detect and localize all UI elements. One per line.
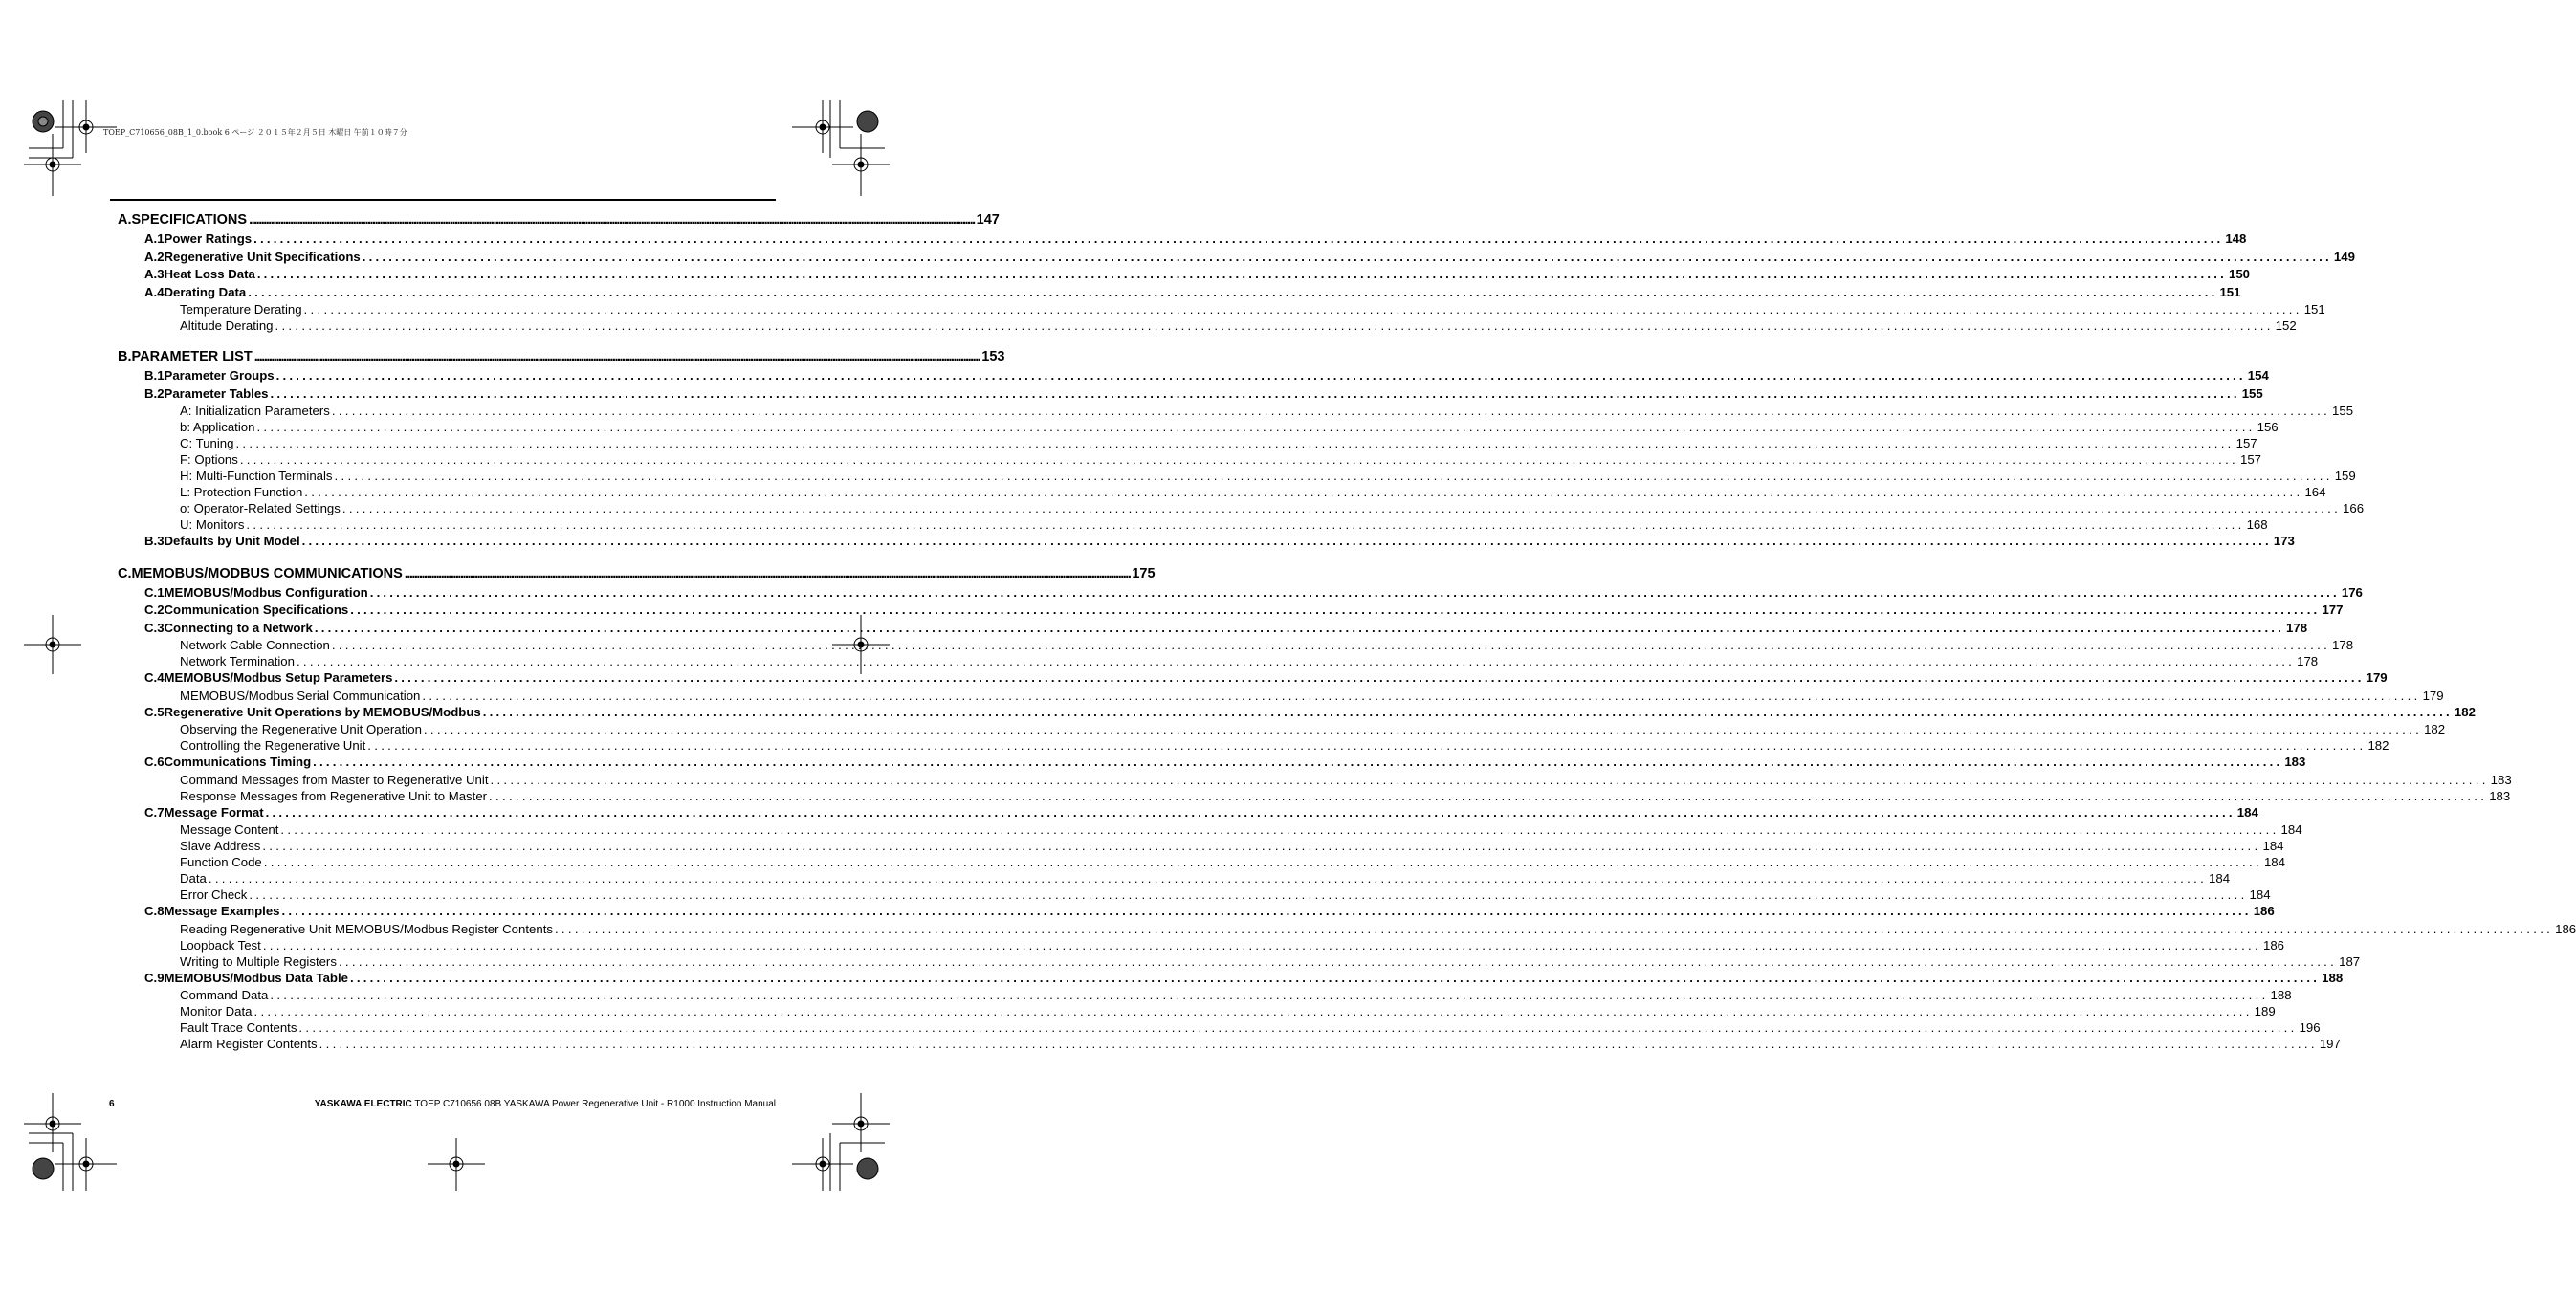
toc-section-entry-number: A.2	[144, 249, 165, 264]
toc-appendix-entry-title: SPECIFICATIONS	[131, 212, 248, 228]
toc-subsection-entry-page: 156	[2257, 420, 2279, 434]
toc-section-entry-page: 178	[2286, 620, 2308, 635]
toc-appendix-entry-number: A.	[118, 212, 132, 228]
toc-section-entry-number: B.2	[144, 385, 165, 401]
toc-subsection-entry-leader-dots: ............................................................................................................................................................................................................................................................................................................	[235, 436, 2235, 450]
toc-subsection-entry-leader-dots: ............................................................................................................................................................................................................................................................................................................	[338, 953, 2338, 969]
toc-subsection-entry-page: 155	[2332, 404, 2354, 418]
toc-subsection-entry-page: 188	[2270, 988, 2292, 1002]
toc-section-entry[interactable]	[144, 584, 2363, 602]
toc-subsection-entry[interactable]	[180, 772, 2512, 789]
toc-section-entry-number: C.2	[144, 602, 165, 617]
toc-section-entry-leader-dots: ............................................................................................................................................................................................................................................................................................................	[394, 670, 2365, 685]
toc-subsection-entry[interactable]	[180, 638, 2354, 654]
toc-section-entry-leader-dots: ............................................................................................................................................................................................................................................................................................................	[275, 368, 2246, 383]
toc-subsection-entry[interactable]	[180, 722, 2446, 738]
toc-subsection-entry-leader-dots: ............................................................................................................................................................................................................................................................................................................	[208, 871, 2208, 886]
toc-subsection-entry[interactable]	[180, 887, 2271, 904]
toc-subsection-entry-leader-dots: ............................................................................................................................................................................................................................................................................................................	[270, 988, 2269, 1002]
toc-appendix-entry-title: MEMOBUS/MODBUS COMMUNICATIONS	[131, 565, 403, 581]
toc-section-entry-leader-dots: ............................................................................................................................................................................................................................................................................................................	[281, 904, 2252, 918]
toc-subsection-entry-page: 168	[2246, 517, 2268, 532]
toc-subsection-entry-page: 178	[2297, 654, 2319, 668]
toc-subsection-entry-leader-dots: ............................................................................................................................................................................................................................................................................................................	[304, 485, 2303, 499]
toc-section-entry-page: 150	[2229, 267, 2251, 281]
toc-subsection-entry-leader-dots: ............................................................................................................................................................................................................................................................................................................	[367, 738, 2367, 753]
toc-subsection-entry[interactable]	[180, 420, 2279, 436]
toc-subsection-entry-page: 157	[2240, 452, 2262, 467]
toc-appendix-entry[interactable]	[118, 565, 1156, 585]
toc-subsection-entry-leader-dots: ............................................................................................................................................................................................................................................................................................................	[331, 638, 2331, 652]
toc-section-entry-leader-dots: ............................................................................................................................................................................................................................................................................................................	[349, 970, 2321, 985]
toc-subsection-entry-page: 178	[2332, 638, 2354, 652]
toc-subsection-entry[interactable]	[180, 517, 2268, 534]
toc-subsection-entry[interactable]	[180, 937, 2284, 954]
toc-subsection-entry-page: 183	[2489, 788, 2511, 803]
toc-section-entry[interactable]	[144, 620, 2308, 638]
toc-appendix-entry-leader-dots: ............................................................................................................................................................................................................................................................................................................	[404, 565, 1131, 581]
toc-subsection-entry-leader-dots: ............................................................................................................................................................................................................................................................................................................	[341, 501, 2342, 515]
toc-section-entry-title: Heat Loss Data	[164, 267, 255, 281]
toc-subsection-entry-leader-dots: ............................................................................................................................................................................................................................................................................................................	[239, 452, 2239, 467]
toc-subsection-entry[interactable]	[180, 688, 2444, 705]
toc-section-entry-number: C.4	[144, 670, 165, 685]
toc-subsection-entry-page: 184	[2262, 839, 2284, 853]
toc-subsection-entry-page: 184	[2249, 887, 2271, 902]
toc-subsection-entry-title: A: Initialization Parameters	[180, 404, 330, 418]
toc-section-entry-number: A.1	[144, 231, 165, 246]
toc-subsection-entry[interactable]	[180, 871, 2231, 887]
toc-section-entry-number: A.4	[144, 284, 165, 299]
toc-section-entry-leader-dots: ............................................................................................................................................................................................................................................................................................................	[362, 249, 2332, 264]
toc-subsection-entry-page: 157	[2235, 436, 2257, 450]
toc-section-entry[interactable]	[144, 267, 2251, 284]
toc-subsection-entry-page: 152	[2275, 318, 2297, 333]
toc-section-entry-page: 188	[2322, 970, 2344, 985]
toc-section-entry-leader-dots: ............................................................................................................................................................................................................................................................................................................	[350, 602, 2321, 617]
toc-subsection-entry-title: Message Content	[180, 822, 279, 837]
toc-section-entry-title: Parameter Tables	[164, 385, 269, 401]
toc-subsection-entry-title: Loopback Test	[180, 937, 261, 953]
toc-section-entry-number: C.9	[144, 970, 165, 985]
toc-subsection-entry[interactable]	[180, 1020, 2321, 1037]
toc-section-entry[interactable]	[144, 249, 2355, 267]
toc-subsection-entry-title: Data	[180, 871, 207, 886]
toc-section-entry-title: Parameter Groups	[164, 368, 275, 383]
toc-section-entry-leader-dots: ............................................................................................................................................................................................................................................................................................................	[253, 231, 2224, 246]
toc-subsection-entry[interactable]	[180, 1037, 2341, 1053]
toc-section-entry-page: 149	[2333, 249, 2355, 264]
toc-section-entry-page: 179	[2366, 670, 2388, 685]
toc-subsection-entry-page: 186	[2555, 921, 2576, 936]
toc-section-entry-title: Regenerative Unit Operations by MEMOBUS/Modbus	[164, 704, 481, 719]
toc-section-entry-leader-dots: ............................................................................................................................................................................................................................................................................................................	[369, 584, 2340, 600]
toc-subsection-entry-leader-dots: ............................................................................................................................................................................................................................................................................................................	[319, 1037, 2318, 1051]
toc-subsection-entry-title: Error Check	[180, 887, 248, 902]
toc-section-entry[interactable]	[144, 368, 2269, 385]
toc-subsection-entry-title: C: Tuning	[180, 436, 234, 450]
toc-section-entry-leader-dots: ............................................................................................................................................................................................................................................................................................................	[248, 284, 2218, 299]
toc-section-entry-title: Connecting to a Network	[164, 620, 313, 635]
toc-subsection-entry-title: Network Cable Connection	[180, 638, 330, 652]
toc-subsection-entry-title: Command Data	[180, 988, 269, 1002]
header-rule	[110, 199, 776, 201]
toc-subsection-entry-title: Network Termination	[180, 654, 295, 668]
toc-subsection-entry-page: 159	[2334, 469, 2356, 483]
footer-doc-text: TOEP C710656 08B YASKAWA Power Regenerative Unit - R1000 Instruction Manual	[411, 1099, 776, 1109]
toc-subsection-entry-title: Temperature Derating	[180, 302, 302, 317]
toc-subsection-entry-leader-dots: ............................................................................................................................................................................................................................................................................................................	[249, 887, 2248, 902]
toc-subsection-entry-title: Reading Regenerative Unit MEMOBUS/Modbus Register Contents	[180, 921, 553, 936]
toc-section-entry[interactable]	[144, 602, 2344, 620]
toc-subsection-entry-leader-dots: ............................................................................................................................................................................................................................................................................................................	[490, 772, 2489, 787]
toc-section-entry-number: C.7	[144, 804, 165, 820]
toc-section-entry-leader-dots: ............................................................................................................................................................................................................................................................................................................	[265, 804, 2235, 820]
toc-subsection-entry-title: Writing to Multiple Registers	[180, 953, 337, 969]
toc-subsection-entry-leader-dots: ............................................................................................................................................................................................................................................................................................................	[275, 318, 2274, 333]
toc-subsection-entry[interactable]	[180, 302, 2325, 318]
toc-subsection-entry-title: Response Messages from Regenerative Unit to Master	[180, 788, 488, 803]
toc-section-entry[interactable]	[144, 755, 2306, 772]
toc-subsection-entry-page: 184	[2280, 822, 2302, 837]
toc-subsection-entry-page: 184	[2263, 855, 2285, 869]
toc-section-entry-title: MEMOBUS/Modbus Data Table	[164, 970, 348, 985]
toc-subsection-entry-title: U: Monitors	[180, 517, 245, 532]
toc-subsection-entry-title: Alarm Register Contents	[180, 1037, 318, 1051]
toc-section-entry[interactable]	[144, 970, 2344, 988]
toc-appendix-entry-leader-dots: ............................................................................................................................................................................................................................................................................................................	[253, 349, 980, 364]
toc-section-entry-number: C.1	[144, 584, 165, 600]
toc-section-entry-leader-dots: ............................................................................................................................................................................................................................................................................................................	[314, 620, 2285, 635]
toc-section-entry-number: C.3	[144, 620, 165, 635]
toc-appendix-entry-page: 175	[1132, 565, 1156, 581]
toc-section-entry-page: 154	[2247, 368, 2269, 383]
book-file-info: TOEP_C710656_08B_1_0.book 6 ページ ２０１５年２月５日 木曜日 午前１０時７分	[103, 128, 407, 137]
toc-subsection-entry-page: 187	[2339, 953, 2361, 969]
toc-section-entry-page: 151	[2219, 284, 2241, 299]
toc-section-entry-page: 183	[2284, 755, 2306, 769]
footer-brand: YASKAWA ELECTRIC	[314, 1099, 412, 1109]
toc-subsection-entry[interactable]	[180, 469, 2356, 485]
toc-section-entry-title: Power Ratings	[164, 231, 253, 246]
toc-subsection-entry[interactable]	[180, 1004, 2276, 1020]
toc-section-entry[interactable]	[144, 804, 2258, 822]
toc-subsection-entry-title: F: Options	[180, 452, 238, 467]
toc-appendix-entry-page: 147	[976, 212, 1000, 228]
footer-manual-title	[315, 1099, 776, 1109]
toc-subsection-entry[interactable]	[180, 921, 2576, 938]
toc-subsection-entry-title: Function Code	[180, 855, 262, 869]
toc-subsection-entry-title: L: Protection Function	[180, 485, 303, 499]
toc-section-entry-leader-dots: ............................................................................................................................................................................................................................................................................................................	[256, 267, 2227, 281]
toc-section-entry-number: B.1	[144, 368, 165, 383]
toc-appendix-entry-number: C.	[118, 565, 132, 581]
toc-subsection-entry-title: Slave Address	[180, 839, 261, 853]
toc-subsection-entry[interactable]	[180, 501, 2365, 517]
toc-subsection-entry-page: 164	[2304, 485, 2326, 499]
toc-subsection-entry-title: Monitor Data	[180, 1004, 253, 1018]
toc-subsection-entry[interactable]	[180, 654, 2319, 670]
toc-section-entry-title: Message Examples	[164, 904, 280, 918]
toc-subsection-entry[interactable]	[180, 822, 2302, 839]
toc-section-entry-page: 184	[2236, 804, 2258, 820]
toc-appendix-entry-page: 153	[981, 349, 1005, 364]
toc-subsection-entry-page: 183	[2490, 772, 2512, 787]
toc-section-entry[interactable]	[144, 904, 2275, 921]
toc-section-entry-leader-dots: ............................................................................................................................................................................................................................................................................................................	[313, 755, 2283, 769]
toc-subsection-entry-leader-dots: ............................................................................................................................................................................................................................................................................................................	[263, 855, 2262, 869]
toc-subsection-entry-leader-dots: ............................................................................................................................................................................................................................................................................................................	[262, 839, 2261, 853]
toc-subsection-entry-page: 189	[2254, 1004, 2276, 1018]
toc-section-entry[interactable]	[144, 231, 2247, 249]
toc-subsection-entry-page: 151	[2303, 302, 2325, 317]
toc-section-entry-number: A.3	[144, 267, 165, 281]
toc-subsection-entry[interactable]	[180, 788, 2511, 805]
toc-subsection-entry[interactable]	[180, 738, 2389, 755]
toc-section-entry-title: Derating Data	[164, 284, 247, 299]
toc-subsection-entry[interactable]	[180, 953, 2361, 971]
toc-subsection-entry-page: 182	[2424, 722, 2446, 736]
toc-subsection-entry[interactable]	[180, 452, 2262, 469]
toc-subsection-entry[interactable]	[180, 485, 2326, 501]
toc-appendix-entry-leader-dots: ............................................................................................................................................................................................................................................................................................................	[249, 212, 975, 228]
toc-subsection-entry-page: 184	[2209, 871, 2231, 886]
toc-subsection-entry-page: 197	[2319, 1037, 2341, 1051]
toc-section-entry-title: Communications Timing	[164, 755, 312, 769]
toc-section-entry-page: 176	[2341, 584, 2363, 600]
toc-subsection-entry-title: MEMOBUS/Modbus Serial Communication	[180, 688, 421, 703]
toc-subsection-entry-page: 196	[2299, 1020, 2321, 1035]
toc-section-entry[interactable]	[144, 385, 2263, 404]
toc-subsection-entry[interactable]	[180, 988, 2292, 1004]
toc-subsection-entry[interactable]	[180, 404, 2354, 420]
toc-section-entry-title: MEMOBUS/Modbus Configuration	[164, 584, 368, 600]
toc-section-entry-title: MEMOBUS/Modbus Setup Parameters	[164, 670, 393, 685]
toc-subsection-entry-leader-dots: ............................................................................................................................................................................................................................................................................................................	[303, 302, 2302, 317]
toc-subsection-entry-page: 166	[2343, 501, 2365, 515]
toc-section-entry-title: Defaults by Unit Model	[164, 534, 300, 548]
toc-subsection-entry-leader-dots: ............................................................................................................................................................................................................................................................................................................	[334, 469, 2333, 483]
toc-subsection-entry-page: 179	[2422, 688, 2444, 703]
toc-subsection-entry-leader-dots: ............................................................................................................................................................................................................................................................................................................	[331, 404, 2331, 418]
toc-section-entry-page: 186	[2253, 904, 2275, 918]
toc-section-entry-leader-dots: ............................................................................................................................................................................................................................................................................................................	[270, 385, 2240, 401]
toc-appendix-entry[interactable]	[118, 349, 1005, 368]
toc-subsection-entry-title: Controlling the Regenerative Unit	[180, 738, 366, 753]
toc-section-entry-page: 177	[2322, 602, 2344, 617]
toc-section-entry-title: Message Format	[164, 804, 264, 820]
toc-subsection-entry[interactable]	[180, 436, 2257, 452]
toc-section-entry-title: Communication Specifications	[164, 602, 349, 617]
toc-section-entry-page: 182	[2454, 704, 2476, 719]
toc-section-entry-number: C.8	[144, 904, 165, 918]
toc-appendix-entry-title: PARAMETER LIST	[131, 349, 253, 364]
toc-subsection-entry-page: 182	[2367, 738, 2389, 753]
toc-section-entry[interactable]	[144, 534, 2295, 551]
toc-subsection-entry-title: Altitude Derating	[180, 318, 274, 333]
toc-subsection-entry-leader-dots: ............................................................................................................................................................................................................................................................................................................	[262, 937, 2261, 953]
toc-section-entry[interactable]	[144, 704, 2476, 722]
toc-section-entry-page: 155	[2241, 385, 2263, 401]
toc-subsection-entry[interactable]	[180, 839, 2284, 855]
toc-section-entry[interactable]	[144, 284, 2241, 302]
toc-section-entry[interactable]	[144, 670, 2388, 688]
toc-subsection-entry-title: H: Multi-Function Terminals	[180, 469, 333, 483]
toc-section-entry-number: C.5	[144, 704, 165, 719]
toc-appendix-entry-number: B.	[118, 349, 132, 364]
toc-subsection-entry-leader-dots: ............................................................................................................................................................................................................................................................................................................	[489, 788, 2488, 803]
toc-subsection-entry-title: b: Application	[180, 420, 255, 434]
toc-section-entry-page: 173	[2273, 534, 2295, 548]
toc-subsection-entry-leader-dots: ............................................................................................................................................................................................................................................................................................................	[246, 517, 2245, 532]
toc-appendix-entry[interactable]	[118, 212, 1000, 231]
toc-subsection-entry-leader-dots: ............................................................................................................................................................................................................................................................................................................	[554, 921, 2554, 936]
toc-subsection-entry[interactable]	[180, 318, 2297, 335]
toc-subsection-entry-leader-dots: ............................................................................................................................................................................................................................................................................................................	[298, 1020, 2298, 1035]
toc-subsection-entry-leader-dots: ............................................................................................................................................................................................................................................................................................................	[280, 822, 2279, 837]
toc-subsection-entry-leader-dots: ............................................................................................................................................................................................................................................................................................................	[253, 1004, 2253, 1018]
toc-section-entry-leader-dots: ............................................................................................................................................................................................................................................................................................................	[301, 534, 2272, 548]
toc-section-entry-page: 148	[2225, 231, 2247, 246]
toc-subsection-entry-leader-dots: ............................................................................................................................................................................................................................................................................................................	[296, 654, 2296, 668]
page-number: 6	[109, 1099, 115, 1109]
toc-subsection-entry-leader-dots: ............................................................................................................................................................................................................................................................................................................	[423, 722, 2423, 736]
toc-subsection-entry-page: 186	[2262, 937, 2284, 953]
toc-section-entry-title: Regenerative Unit Specifications	[164, 249, 361, 264]
toc-section-entry-number: C.6	[144, 755, 165, 769]
toc-section-entry-leader-dots: ............................................................................................................................................................................................................................................................................................................	[482, 704, 2453, 719]
toc-subsection-entry-leader-dots: ............................................................................................................................................................................................................................................................................................................	[256, 420, 2256, 434]
toc-subsection-entry-title: o: Operator-Related Settings	[180, 501, 341, 515]
toc-subsection-entry-leader-dots: ............................................................................................................................................................................................................................................................................................................	[422, 688, 2421, 703]
toc-subsection-entry-title: Fault Trace Contents	[180, 1020, 297, 1035]
toc-subsection-entry-title: Command Messages from Master to Regenerative Unit	[180, 772, 489, 787]
toc-section-entry-number: B.3	[144, 534, 165, 548]
toc-subsection-entry[interactable]	[180, 855, 2285, 871]
toc-subsection-entry-title: Observing the Regenerative Unit Operation	[180, 722, 422, 736]
